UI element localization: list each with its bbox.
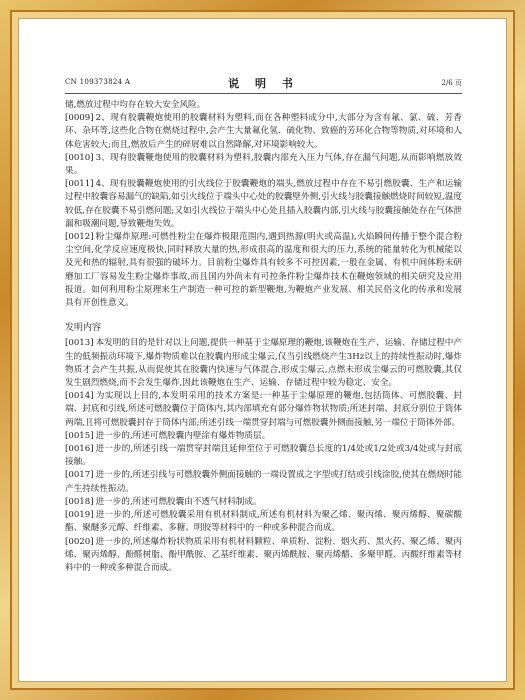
paragraph-text: 3、现有胶囊鞭炮使用的胶囊材料为塑料,胶囊内部充入压力气体,存在漏气问题,从而影响燃放效果。 [65,152,462,177]
paragraph-text: 4、现有胶囊鞭炮使用的引火线位于胶囊鞭炮的端头,燃放过程中存在不易引燃胶囊、生产和运输过程中胶囊容易漏气的缺陷,如引火线位于端头中心处的胶囊壁外侧,引火线与胶囊接触燃烧时间较短,温度较低,存在胶囊不易引燃问题;又如引火线位于端头中心处且插入胶囊内部,引火线与胶囊接触处存在气体泄漏和吸潮问题,导致鞭炮失效。 [65,179,462,229]
paragraphs-after [65,337,462,575]
paragraph-number: [0019] [65,510,94,521]
paragraph-number: [0013] [65,338,94,349]
paragraph-text: 进一步的,所述可燃胶囊采用有机材料制成,所述有机材料为聚乙烯、聚丙烯、聚丙烯醇、聚碳酸酯、聚醚多元醇、纤维素、多糖、明胶等材料中的一种或多种混合而成。 [65,510,462,534]
document-body [65,99,462,575]
paragraph [65,231,462,310]
paragraph-number: [0012] [65,232,94,243]
paragraph-text: 本发明的目的是针对以上问题,提供一种基于尘爆原理的鞭炮,该鞭炮在生产、运输、存储过程中产生的低频振动环境下,爆炸物质难以在胶囊内形成尘爆云,仅当引线燃烧产生3Hz以上的持续性振动时,爆炸物质才会产生共振,从而促使其在胶囊内快速与气体混合,形成尘爆云,点燃未形成尘爆云的可燃胶囊,其仅发生剧烈燃烧,而不会发生爆炸,因此该鞭炮在生产、运输、存储过程中较为稳定、安全。 [65,338,462,389]
paragraph-text: 进一步的,所述引线与可燃胶囊外侧面接触的一端设置成之字型或打结或引线涂胶,使其在燃烧时能产生持续性振动。 [65,470,462,494]
paragraph [65,509,462,535]
paragraph-number: [0016] [65,444,94,455]
paragraph-text: 进一步的,所述可燃胶囊内壁涂有爆炸物质层。 [95,430,271,441]
paragraph-text: 粉尘爆炸原理:可燃性粉尘在爆炸极限范围内,遇到热源(明火或高温),火焰瞬间传播于整个混合粉尘空间,化学反应速度极快,同时释放大量的热,形成很高的温度和很大的压力,系统的能量转化为机械能以及光和热的辐射,具有很强的破坏力。目前粉尘爆炸具有较多不可控因素,一般在金属、有机中间体粉末研磨加工厂容易发生粉尘爆炸事故,而且国内外尚未有可控条件粉尘爆炸技术在鞭炮领域的相关研究及应用报道。如何利用粉尘原理来生产制造一种可控的新型鞭炮,为鞭炮产业发展、相关民俗文化的传承和发展具有开创性意义。 [65,232,462,309]
document-page [18,18,507,682]
paragraph-text: 进一步的,所述引线一端贯穿封端且延伸至位于可燃胶囊总长度的1/4处或1/2处或3/4处或与封底接触。 [65,444,462,468]
paragraph [65,178,462,231]
paragraph-number: [0018] [65,496,94,507]
paragraph-text: 进一步的,所述爆炸粉状物质采用有机材料颗粒、单质粉、淀粉、烟火药、黑火药、聚乙烯、聚丙烯、聚丙烯醇、酚醛树脂、酚甲酰胺、乙基纤维素、聚丙烯酰胺、聚丙烯醋、多聚甲醛、丙酸纤维素等材料中的一种或多种混合而成。 [65,536,462,573]
paragraph [65,443,462,469]
paragraph-number: [0020] [65,536,94,547]
paragraph-text: 储,燃放过程中均存在较大安全风险。 [65,100,206,110]
paragraph-text: 2、现有胶囊鞭炮使用的胶囊材料为塑料,而在各种塑料成分中,大部分为含有氟、氯、硫、芳香环、杂环等,这些化合物在燃烧过程中,会产生大量氟化氢、硫化物、致癌的芳环化合物等物质,对环境和人体危害较大;而且,燃放后产生的碎屑难以自然降解,对环境影响较大。 [65,113,462,150]
paragraph [65,496,462,509]
paragraph [65,469,462,495]
paragraph [65,99,462,112]
paragraph-text: 为实现以上目的,本发明采用的技术方案是:一种基于尘爆原理的鞭炮,包括筒体、可燃胶囊、封端、封底和引线,所述可燃胶囊位于筒体内,其内部填充有部分爆炸物状物质;所述封端、封底分别位于筒体两端,且将可燃胶囊封存于筒体内部;所述引线一端贯穿封端与可燃胶囊外侧面接触,另一端位于筒体外部。 [65,391,462,428]
paragraph [65,390,462,430]
paragraph-number: [0017] [65,470,94,481]
paragraph [65,152,462,178]
paragraph-number: [0009] [65,113,94,124]
paragraph-number: [0015] [65,430,94,441]
paragraph [65,337,462,390]
paragraph-number: [0014] [65,391,94,402]
header-rule [65,93,462,94]
paragraph-text: 进一步的,所述可燃胶囊由不透气材料制成。 [95,496,262,507]
page-title: 说 明 书 [228,77,299,90]
section-heading: 发明内容 [65,323,102,334]
paragraph [65,112,462,152]
paragraph-number: [0010] [65,152,94,163]
paragraph [65,430,462,443]
publication-number: CN 109373824 A [65,78,131,86]
paragraph [65,536,462,576]
paragraphs-before [65,99,462,310]
page-header [65,75,462,91]
page-number: 2/6 页 [441,79,462,87]
paragraph-number: [0011] [65,179,94,190]
